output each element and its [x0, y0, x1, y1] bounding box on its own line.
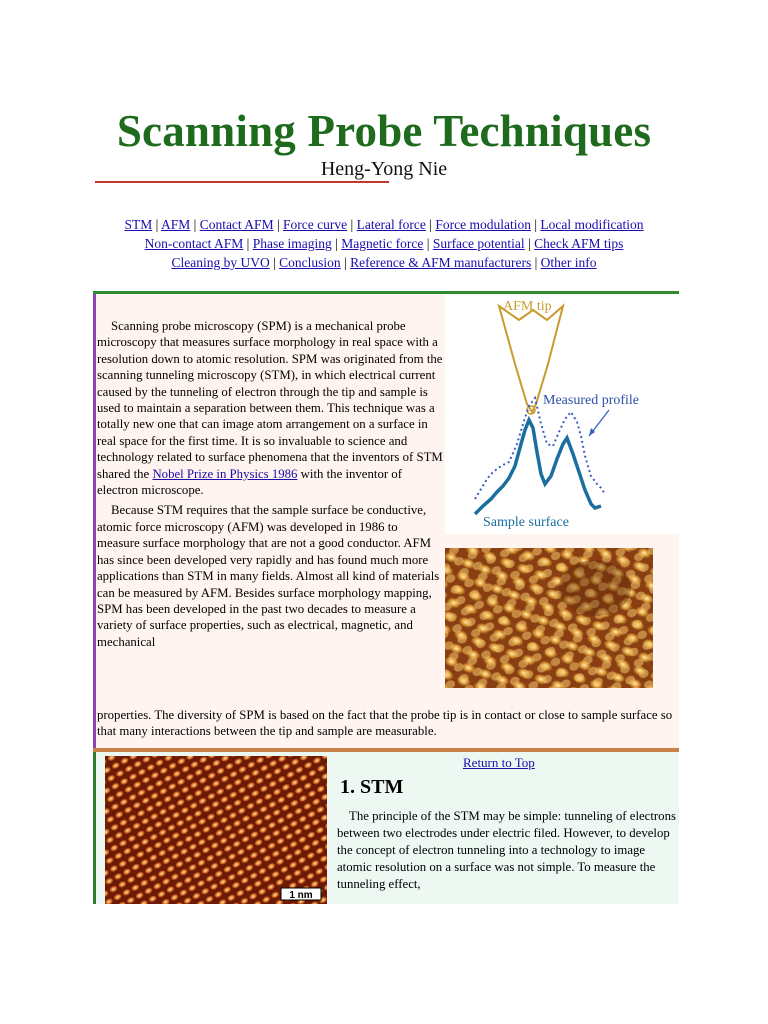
nobel-prize-link[interactable]: Nobel Prize in Physics 1986 — [152, 466, 298, 481]
nav-link-lateral-force[interactable]: Lateral force — [356, 217, 426, 232]
intro-paragraph-1 — [97, 318, 443, 498]
intro-paragraph-2-continued: properties. The diversity of SPM is based on the fact that the probe tip is in contact or close to sample surface so that many interactions between the tip and sample are measurable. — [97, 708, 673, 739]
nav-link-phase-imaging[interactable]: Phase imaging — [252, 236, 332, 251]
diagram-label-measured-profile: Measured profile — [543, 393, 640, 408]
afm-tip-diagram — [445, 294, 679, 534]
stm-left-border — [93, 752, 96, 904]
nav-link-force-curve[interactable]: Force curve — [283, 217, 348, 232]
nav-link-non-contact-afm[interactable]: Non-contact AFM — [144, 236, 244, 251]
intro-text — [97, 318, 443, 654]
measured-profile-curve — [475, 398, 605, 499]
nav-link-conclusion[interactable]: Conclusion — [279, 255, 341, 270]
nav-link-local-modification[interactable]: Local modification — [540, 217, 644, 232]
stm-text — [337, 808, 677, 893]
nav-link-force-modulation[interactable]: Force modulation — [435, 217, 531, 232]
sample-surface-curve — [475, 420, 601, 514]
intro-section — [93, 294, 679, 748]
stm-atomic-image — [105, 756, 327, 904]
nav-link-cleaning-by-uvo[interactable]: Cleaning by UVO — [171, 255, 270, 270]
stm-paragraph: The principle of the STM may be simple: tunneling of electrons between two electrodes under electric filed. However, to develop the concept of electron tunneling into a technology to image atomic resolution on a surface was not simple. To measure the tunneling effect, — [337, 809, 676, 891]
section-nav: STM | AFM | Contact AFM | Force curve | Lateral force | Force modulation | Local modification Non-contact AFM | Phase imaging | Magnetic force | Surface potential | Check AFM tips Cleaning by UVO | Conclusion | Reference & AFM manufacturers | Other info — [124, 217, 644, 270]
return-to-top-link[interactable]: Return to Top — [463, 755, 535, 770]
stm-section — [93, 752, 679, 904]
page-title: Scanning Probe Techniques — [116, 106, 652, 156]
nav-link-reference-afm-manufacturers[interactable]: Reference & AFM manufacturers — [350, 255, 532, 270]
nav-link-check-afm-tips[interactable]: Check AFM tips — [534, 236, 624, 251]
title-underline — [95, 181, 389, 183]
intro-p1-tail: with the inventor of electron microscope. — [97, 466, 402, 498]
intro-paragraph-2: Because STM requires that the sample surface be conductive, atomic force microscopy (AFM) was developed in 1986 to measure surface morphology that are not a good conductor. AFM has since been developed very rapidly and has found much more applications than STM in many fields. Almost all kind of materials can be measured by AFM. Besides surface morphology mapping, SPM has been developed in the past two decades to measure a variety of surface properties, such as electrical, magnetic, and mechanical — [97, 503, 440, 649]
nav-link-other-info[interactable]: Other info — [540, 255, 597, 270]
diagram-label-sample-surface: Sample surface — [483, 515, 569, 530]
scale-bar-label: 1 nm — [289, 890, 313, 901]
intro-p1-text: Scanning probe microscopy (SPM) is a mechanical probe microscopy that measures surface morphology in real space with a resolution down to atomic resolution. SPM was originated from the scanning tunneling microscopy (STM), in which electrical current caused by the tunneling of electron through the tip and sample is used to maintain a separation between them. This technique was a totally new one that can image atom arrangement on a surface in real space for the first time. It is so invaluable to science and technology related to surface phenomena that the inventors of STM shared the — [97, 319, 443, 481]
nav-link-stm[interactable]: STM — [124, 217, 153, 232]
nav-link-afm[interactable]: AFM — [160, 217, 191, 232]
stm-heading: 1. STM — [340, 776, 404, 798]
afm-surface-image — [445, 548, 653, 688]
nav-link-magnetic-force[interactable]: Magnetic force — [341, 236, 424, 251]
nav-link-contact-afm[interactable]: Contact AFM — [199, 217, 274, 232]
nav-link-surface-potential[interactable]: Surface potential — [432, 236, 525, 251]
author-name: Heng-Yong Nie — [320, 158, 448, 180]
intro-left-border — [93, 294, 96, 748]
diagram-label-afm-tip: AFM tip — [503, 299, 552, 314]
